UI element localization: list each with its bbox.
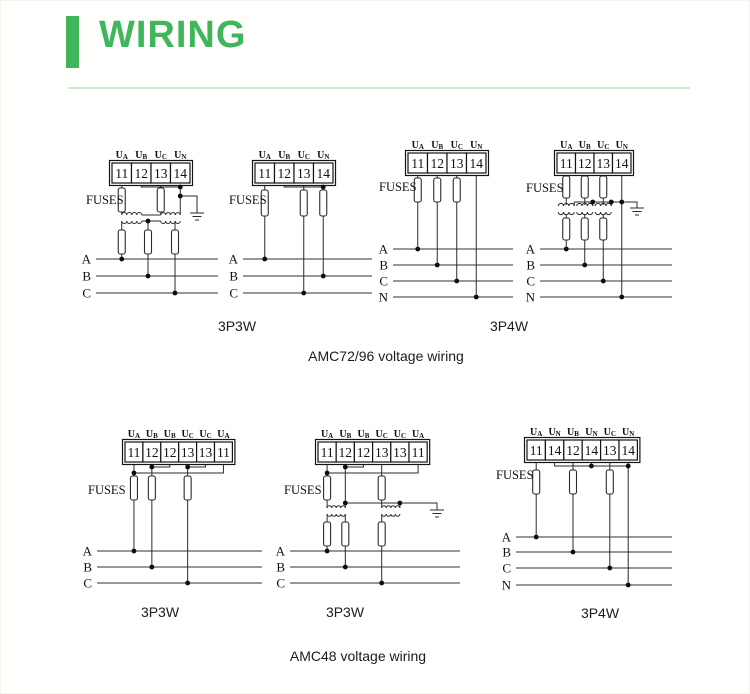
terminal-label: UC	[154, 150, 167, 161]
fuse-icon	[533, 470, 540, 494]
junction-dot	[590, 200, 595, 205]
junction-dot	[534, 535, 539, 540]
terminal-number: 12	[578, 156, 592, 171]
fuse-icon	[320, 190, 327, 216]
junction-dot	[607, 566, 612, 571]
junction-dot	[178, 194, 183, 199]
terminal-label: UA	[127, 429, 141, 440]
diagram-b1	[83, 429, 262, 591]
junction-dot	[609, 200, 614, 205]
fuses-label: FUSES	[86, 193, 124, 207]
terminal-number: 14	[621, 443, 635, 458]
fuse-icon	[324, 476, 331, 500]
junction-dot	[132, 471, 137, 476]
terminal-label: UB	[339, 429, 352, 440]
junction-dot	[325, 471, 330, 476]
transformer-coil-icon	[161, 221, 181, 223]
terminal-number: 12	[134, 166, 148, 181]
terminal-label: UA	[530, 427, 543, 438]
terminal-number: 14	[547, 443, 562, 458]
phase-line-label: B	[526, 257, 535, 273]
phase-line-label: C	[379, 273, 388, 289]
fuse-icon	[184, 476, 191, 500]
junction-dot	[379, 581, 384, 586]
page-title: WIRING	[99, 14, 247, 56]
junction-dot	[564, 247, 569, 252]
diagram-t2	[229, 150, 372, 301]
junction-dot	[571, 550, 576, 555]
transformer-coil-icon	[122, 221, 142, 224]
junction-dot	[454, 279, 459, 284]
terminal-label: UB	[578, 140, 591, 151]
transformer-coil-icon	[595, 212, 611, 215]
fuse-icon	[600, 176, 607, 198]
phase-line-label: N	[378, 289, 388, 305]
phase-line-label: B	[82, 268, 91, 284]
fuse-icon	[600, 218, 607, 240]
terminal-number: 12	[566, 443, 580, 458]
phase-line-label: A	[81, 251, 91, 267]
fuse-icon	[378, 476, 385, 500]
terminal-number: 14	[316, 166, 330, 181]
diagram-t1	[82, 150, 218, 301]
terminal-label: UA	[115, 150, 128, 161]
transformer-coil-icon	[161, 213, 181, 215]
junction-dot	[262, 257, 267, 262]
terminal-number: 11	[411, 445, 425, 460]
junction-dot	[435, 263, 440, 268]
terminal-label: UC	[450, 140, 463, 151]
terminal-label: UC	[603, 427, 616, 438]
bottom-row-caption-1: 3P3W	[140, 604, 180, 620]
transformer-coil-icon	[577, 212, 593, 215]
fuse-icon	[378, 522, 385, 546]
junction-dot	[321, 274, 326, 279]
junction-dot	[626, 464, 631, 469]
junction-dot	[178, 185, 183, 190]
terminal-label: UN	[470, 140, 483, 151]
fuse-icon	[145, 230, 152, 254]
fuse-icon	[563, 176, 570, 198]
terminal-number: 12	[356, 445, 371, 460]
phase-line-label: C	[276, 575, 285, 591]
phase-line-label: N	[525, 289, 535, 305]
terminal-number: 11	[529, 443, 543, 458]
top-section-title: AMC72/96 voltage wiring	[308, 348, 464, 364]
terminal-label: UC	[375, 429, 388, 440]
terminal-number: 12	[338, 445, 353, 460]
transformer-coil-icon	[327, 514, 345, 516]
terminal-number: 11	[115, 166, 129, 181]
terminal-number: 13	[198, 445, 213, 460]
junction-dot	[601, 279, 606, 284]
terminal-label: UB	[357, 429, 370, 440]
terminal-label: UB	[567, 427, 579, 438]
junction-dot	[415, 247, 420, 252]
terminal-label: UC	[393, 429, 407, 440]
fuse-icon	[570, 470, 577, 494]
fuse-icon	[324, 522, 331, 546]
terminal-label: UA	[320, 429, 334, 440]
terminal-number: 12	[277, 166, 291, 181]
terminal-number: 14	[173, 166, 187, 181]
terminal-number: 11	[216, 445, 230, 460]
bottom-section-title: AMC48 voltage wiring	[289, 648, 427, 664]
top-row-caption-right: 3P4W	[489, 318, 529, 334]
junction-dot	[173, 291, 178, 296]
junction-dot	[146, 274, 151, 279]
junction-dot	[146, 219, 151, 224]
phase-line-label: A	[525, 241, 535, 257]
phase-line-label: B	[229, 268, 238, 284]
diagram-b2	[276, 429, 460, 591]
terminal-number: 11	[127, 445, 141, 460]
junction-dot	[589, 464, 594, 469]
phase-line-label: A	[275, 543, 285, 559]
junction-dot	[321, 185, 326, 190]
junction-dot	[474, 295, 479, 300]
junction-dot	[343, 465, 348, 470]
phase-line-label: C	[229, 285, 238, 301]
junction-dot	[398, 501, 403, 506]
terminal-number: 13	[393, 445, 407, 460]
transformer-coil-icon	[382, 506, 400, 508]
fuse-icon	[300, 190, 307, 216]
terminal-number: 13	[603, 443, 617, 458]
junction-dot	[119, 257, 124, 262]
terminal-label: UC	[297, 150, 310, 161]
terminal-label: UB	[135, 150, 148, 161]
fuse-icon	[342, 522, 349, 546]
junction-dot	[132, 549, 137, 554]
wires	[134, 462, 224, 583]
fuse-icon	[130, 476, 137, 500]
fuses-label: FUSES	[88, 483, 126, 497]
diagram-t3	[379, 140, 513, 305]
ground-icon	[430, 510, 444, 517]
fuses-label: FUSES	[526, 181, 564, 195]
top-row-caption-left: 3P3W	[217, 318, 257, 334]
terminal-label: UB	[163, 429, 176, 440]
terminal-number: 14	[469, 156, 483, 171]
terminal-label: UB	[145, 429, 158, 440]
phase-line-label: C	[502, 560, 511, 576]
fuse-icon	[434, 178, 441, 202]
junction-dot	[185, 581, 190, 586]
fuses-label: FUSES	[496, 468, 534, 482]
phase-line-label: C	[526, 273, 535, 289]
terminal-label: UC	[597, 140, 610, 151]
bottom-row-caption-3: 3P4W	[580, 605, 620, 621]
junction-dot	[301, 291, 306, 296]
junction-dot	[343, 565, 348, 570]
terminal-label: UA	[258, 150, 271, 161]
transformer-coil-icon	[558, 212, 574, 215]
junction-dot	[185, 465, 190, 470]
junction-dot	[582, 263, 587, 268]
fuses-label: FUSES	[229, 193, 267, 207]
terminal-number: 11	[320, 445, 334, 460]
transformer-coil-icon	[122, 213, 142, 216]
terminal-label: UN	[174, 150, 187, 161]
fuse-icon	[563, 218, 570, 240]
terminal-number: 14	[584, 443, 599, 458]
fuses-label: FUSES	[284, 483, 322, 497]
wires	[418, 173, 477, 297]
phase-line-label: N	[501, 577, 511, 593]
terminal-number: 13	[374, 445, 389, 460]
phase-line-label: B	[379, 257, 388, 273]
phase-line-label: B	[83, 559, 92, 575]
terminal-number: 13	[596, 156, 610, 171]
terminal-number: 11	[258, 166, 272, 181]
wires	[536, 460, 628, 585]
terminal-label: UN	[548, 427, 561, 438]
phase-line-label: B	[502, 544, 511, 560]
terminal-label: UA	[411, 140, 424, 151]
fuse-icon	[606, 470, 613, 494]
fuses-label: FUSES	[379, 180, 417, 194]
phase-line-label: A	[501, 529, 511, 545]
junction-dot	[149, 565, 154, 570]
transformer-coil-icon	[327, 506, 345, 508]
junction-dot	[149, 465, 154, 470]
phase-line-label: C	[82, 285, 91, 301]
fuse-icon	[172, 230, 179, 254]
phase-line-label: C	[83, 575, 92, 591]
diagram-b3	[496, 427, 672, 593]
junction-dot	[325, 549, 330, 554]
junction-dot	[619, 200, 624, 205]
transformer-coil-icon	[382, 514, 400, 516]
phase-line-label: A	[228, 251, 238, 267]
terminal-label: UA	[411, 429, 425, 440]
junction-dot	[619, 295, 624, 300]
terminal-number: 12	[145, 445, 159, 460]
ground-icon	[630, 208, 644, 215]
phase-line-label: B	[276, 559, 285, 575]
terminal-label: UA	[217, 429, 230, 440]
ground-icon	[190, 213, 204, 220]
fuse-icon	[118, 230, 125, 254]
terminal-label: UB	[278, 150, 291, 161]
terminal-number: 13	[154, 166, 168, 181]
terminal-number: 11	[411, 156, 425, 171]
terminal-number: 13	[180, 445, 195, 460]
terminal-label: UN	[615, 140, 628, 151]
junction-dot	[626, 583, 631, 588]
terminal-number: 14	[615, 156, 629, 171]
terminal-label: UA	[560, 140, 573, 151]
phase-line-label: A	[378, 241, 388, 257]
junction-dot	[343, 501, 348, 506]
terminal-number: 13	[297, 166, 311, 181]
terminal-label: UN	[317, 150, 330, 161]
terminal-number: 13	[450, 156, 464, 171]
terminal-label: UN	[622, 427, 635, 438]
terminal-label: UN	[585, 427, 598, 438]
terminal-label: UC	[199, 429, 212, 440]
fuse-icon	[453, 178, 460, 202]
terminal-label: UC	[181, 429, 194, 440]
diagram-t4	[526, 140, 672, 305]
fuse-icon	[581, 176, 588, 198]
fuse-icon	[157, 188, 164, 212]
phase-line-label: A	[82, 543, 92, 559]
terminal-number: 12	[163, 445, 177, 460]
terminal-label: UB	[431, 140, 444, 151]
fuse-icon	[581, 218, 588, 240]
fuse-icon	[148, 476, 155, 500]
terminal-number: 12	[430, 156, 444, 171]
terminal-number: 11	[559, 156, 573, 171]
bottom-row-caption-2: 3P3W	[325, 604, 365, 620]
